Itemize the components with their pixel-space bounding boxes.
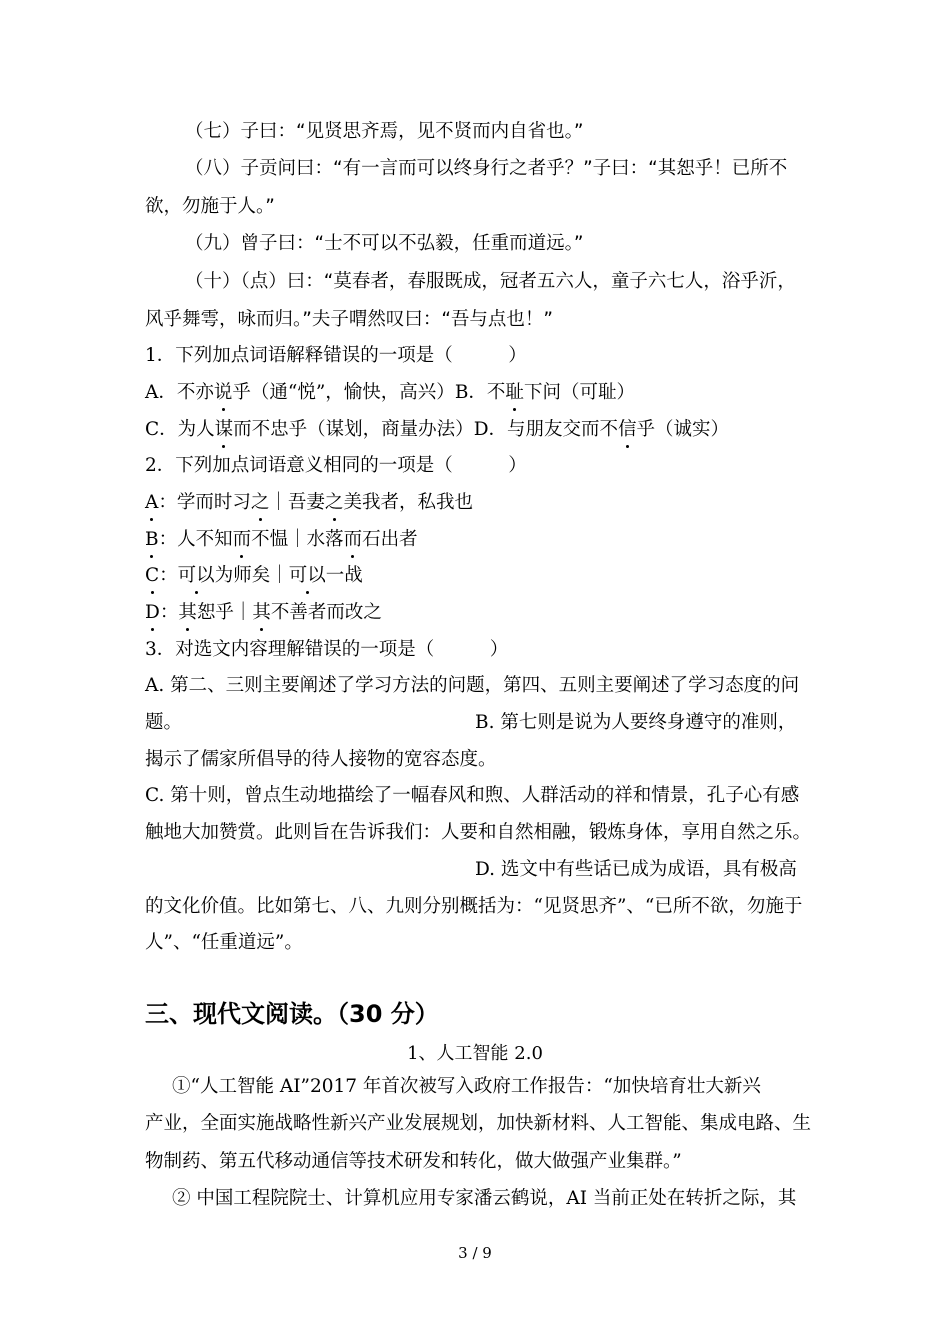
dotted-word: 而 bbox=[233, 527, 252, 553]
q1-option-b: B．不耻下问（可耻） bbox=[455, 382, 635, 403]
paragraph-2-line1: ② 中国工程院院士、计算机应用专家潘云鹤说，AI 当前正处在转折之际，其 bbox=[172, 1188, 797, 1209]
dotted-word: 其 bbox=[178, 600, 197, 626]
dotted-word: 而 bbox=[344, 527, 363, 553]
classic-passage-8-line1: （八）子贡问曰：“有一言而可以终身行之者乎？”子曰：“其恕乎！已所不 bbox=[185, 158, 788, 179]
dotted-word: 说 bbox=[214, 380, 233, 406]
classic-passage-10-line2: 风乎舞雩，咏而归。”夫子喟然叹曰：“吾与点也！” bbox=[145, 309, 554, 330]
classic-passage-8-line2: 欲，勿施于人。” bbox=[145, 196, 275, 217]
paragraph-1-line1: ①“人工智能 AI”2017 年首次被写入政府工作报告：“加快培育壮大新兴 bbox=[172, 1076, 761, 1097]
dotted-word: 谋 bbox=[215, 417, 234, 443]
classic-passage-7: （七）子曰：“见贤思齐焉，见不贤而内自省也。” bbox=[185, 121, 584, 142]
dotted-word: 之 bbox=[325, 490, 344, 516]
q3-option-d-line2: 的文化价值。比如第七、八、九则分别概括为：“见贤思齐”、“已所不欲，勿施于 bbox=[145, 896, 803, 917]
q2-option-c: C：可以为师矣｜可以一战 bbox=[145, 563, 815, 589]
dotted-word: 之 bbox=[251, 490, 270, 516]
dotted-word: 可以 bbox=[178, 563, 215, 589]
section-heading: 三、现代文阅读。（30 分） bbox=[145, 1000, 439, 1028]
classic-passage-10-line1: （十）（点）曰：“莫春者，春服既成，冠者五六人，童子六七人，浴乎沂， bbox=[185, 271, 796, 292]
dotted-word: 信 bbox=[618, 417, 637, 443]
q3-option-d-line3: 人”、“任重道远”。 bbox=[145, 932, 303, 953]
q3-option-d-line1: D. 选文中有些话已成为成语，具有极高 bbox=[475, 859, 797, 880]
q1-option-c: C．为人谋而不忠乎（谋划，商量办法） bbox=[145, 419, 474, 440]
dotted-word: 其 bbox=[252, 600, 271, 626]
q2-option-d: D：其恕乎｜其不善者而改之 bbox=[145, 600, 815, 626]
q1-option-d: D．与朋友交而不信乎（诚实） bbox=[474, 419, 729, 440]
q1-option-a: A．不亦说乎（通“悦”，愉快，高兴） bbox=[145, 382, 455, 403]
question-1-options-ab bbox=[145, 380, 815, 406]
q3-option-b-line1: B. 第七则是说为人要终身遵守的准则， bbox=[475, 712, 797, 733]
q3-option-c-line2: 触地大加赞赏。此则旨在告诉我们：人要和自然相融，锻炼身体，享用自然之乐。 bbox=[145, 822, 812, 843]
dotted-word: 耻 bbox=[505, 380, 524, 406]
q3-option-c-line1: C. 第十则，曾点生动地描绘了一幅春风和煦、人群活动的祥和情景，孔子心有感 bbox=[145, 785, 800, 806]
q2-option-b: B：人不知而不愠｜水落而石出者 bbox=[145, 527, 815, 553]
question-1-options-cd bbox=[145, 417, 815, 443]
page-number: 3 / 9 bbox=[458, 1244, 492, 1262]
paragraph-1-line3: 物制药、第五代移动通信等技术研发和转化，做大做强产业集群。” bbox=[145, 1151, 682, 1172]
q2-option-a: A：学而时习之｜吾妻之美我者，私我也 bbox=[145, 490, 815, 516]
question-2-stem: 2．下列加点词语意义相同的一项是（ ） bbox=[145, 455, 527, 476]
question-3-stem: 3．对选文内容理解错误的一项是（ ） bbox=[145, 639, 509, 660]
article-title: 1、人工智能 2.0 bbox=[407, 1043, 543, 1064]
q3-option-b-line2: 揭示了儒家所倡导的待人接物的宽容态度。 bbox=[145, 749, 497, 770]
classic-passage-9: （九）曾子曰：“士不可以不弘毅，任重而道远。” bbox=[185, 233, 584, 254]
q3-option-a-line2: 题。 bbox=[145, 712, 183, 733]
dotted-word: 可以 bbox=[289, 563, 326, 589]
paragraph-1-line2: 产业，全面实施战略性新兴产业发展规划，加快新材料、人工智能、集成电路、生 bbox=[145, 1113, 812, 1134]
question-1-stem: 1．下列加点词语解释错误的一项是（ ） bbox=[145, 345, 527, 366]
q3-option-a-line1: A. 第二、三则主要阐述了学习方法的问题，第四、五则主要阐述了学习态度的问 bbox=[145, 675, 800, 696]
